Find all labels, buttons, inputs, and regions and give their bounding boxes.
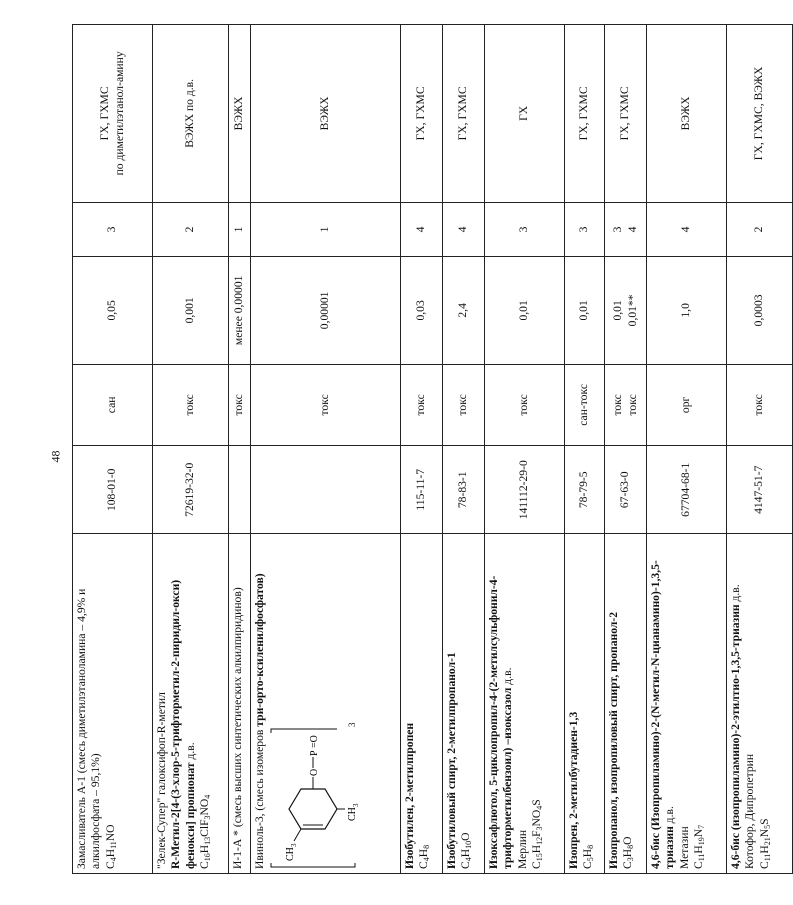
name-text: ClF — [198, 819, 212, 837]
table-row — [647, 25, 727, 874]
benzene-ring — [289, 789, 337, 829]
name-text: 4,6-бис (изопропиламино)-2-этилтио-1,3,5-триазин — [729, 604, 742, 869]
chemical-structure — [267, 719, 359, 869]
hazard-class-cell — [565, 202, 605, 256]
analysis-method-text: ГХ — [517, 105, 531, 121]
cas-number-text: 78-83-1 — [456, 471, 470, 509]
name-text: Метазин — [677, 826, 691, 869]
subscript: 11 — [762, 853, 772, 862]
cas-number-text: 67704-68-1 — [679, 462, 693, 517]
analysis-method-cell — [153, 25, 229, 203]
name-text: Котофор, Дипропетрин — [743, 753, 757, 869]
hazard-class-text: 3 — [577, 226, 591, 233]
name-text: C — [757, 861, 771, 869]
name-text: H — [198, 844, 212, 854]
subscript: 10 — [464, 840, 474, 849]
subscript: 8 — [586, 844, 596, 849]
mac-value-text: 0,00001 — [318, 291, 332, 330]
hazard-indicator-text: токс — [625, 394, 639, 416]
mac-value-cell — [73, 257, 153, 365]
name-text: д.в. — [729, 584, 742, 605]
name-text: Ивиноль-3, (смесь изомеров — [253, 726, 266, 869]
name-text: N — [757, 828, 771, 838]
cas-number-text: 115-11-7 — [414, 468, 428, 511]
table-row — [485, 25, 565, 874]
name-line — [621, 538, 636, 869]
mac-value-text: 0,01 — [517, 300, 531, 321]
analysis-method-text: ГХ, ГХМС — [98, 86, 112, 141]
cas-number-cell — [443, 446, 485, 534]
page-number: 48 — [48, 450, 63, 463]
phosphorus-label: P — [309, 750, 321, 756]
hazard-class-cell — [605, 202, 647, 256]
subscript: 4 — [535, 805, 545, 810]
analysis-method-cell — [647, 25, 727, 203]
name-line — [501, 538, 515, 869]
name-line — [417, 538, 432, 869]
hazard-indicator-text: токс — [611, 394, 625, 416]
subscript: 4 — [464, 857, 474, 862]
cas-number-cell — [727, 446, 793, 534]
name-text: O — [621, 836, 635, 845]
mac-value-text: 0,01 — [611, 300, 625, 321]
name-line — [104, 538, 119, 869]
cas-number-cell — [251, 446, 401, 534]
analysis-method-cell — [565, 25, 605, 203]
name-line — [89, 538, 103, 869]
table-row — [727, 25, 793, 874]
cas-number-cell — [605, 446, 647, 534]
name-text: H — [459, 848, 473, 858]
table-row — [229, 25, 251, 874]
name-line — [445, 538, 459, 869]
cas-number-text: 108-01-0 — [105, 468, 119, 512]
name-text: C — [530, 861, 544, 869]
name-line — [253, 538, 267, 869]
name-text: C — [621, 861, 635, 869]
name-text: C — [103, 861, 117, 869]
hazard-indicator-text: токс — [232, 394, 246, 416]
mac-value-text: 0,03 — [414, 300, 428, 321]
mac-value-cell — [443, 257, 485, 365]
subscript: 16 — [203, 853, 213, 862]
substance-name-cell — [251, 534, 401, 874]
name-text: д.в. — [183, 742, 197, 763]
name-text: S — [757, 818, 771, 825]
name-text: Замасливатель А-1 (смесь диметилэтаноламина – 4,9% и — [75, 588, 88, 869]
hazard-indicator-cell — [443, 364, 485, 446]
name-line — [459, 538, 474, 869]
name-text: C — [459, 861, 473, 869]
mac-value-text: менее 0,00001 — [232, 275, 246, 346]
mac-value-cell — [605, 257, 647, 365]
mac-value-cell — [251, 257, 401, 365]
cas-number-cell — [73, 446, 153, 534]
hazard-class-cell — [229, 202, 251, 256]
table-row — [73, 25, 153, 874]
name-text: д.в. — [663, 806, 677, 827]
bond — [294, 829, 301, 841]
name-text: алкилфосфата – 95,1%) — [89, 753, 103, 869]
name-text: O — [459, 832, 473, 841]
hazard-indicator-cell — [647, 364, 727, 446]
substance-name-cell — [565, 534, 605, 874]
oxygen-label: O — [309, 768, 321, 776]
repeat-count: 3 — [347, 722, 358, 727]
name-text: фенокси] пропионат — [183, 762, 197, 869]
analysis-method-cell — [73, 25, 153, 203]
subscript: 5 — [762, 824, 772, 829]
analysis-method-text: ГХ, ГХМС, ВЭЖХ — [752, 66, 766, 161]
hazard-indicator-cell — [251, 364, 401, 446]
name-line — [155, 538, 169, 869]
hazard-class-cell — [443, 202, 485, 256]
subscript: 13 — [203, 836, 213, 845]
name-line — [567, 538, 581, 869]
mac-value-text: 0,01** — [625, 294, 639, 327]
mac-value-text: 1,0 — [679, 303, 693, 318]
analysis-method-cell — [605, 25, 647, 203]
hazard-indicator-cell — [605, 364, 647, 446]
bracket-right — [271, 729, 337, 733]
subscript: 19 — [697, 837, 707, 846]
name-text: F — [530, 830, 544, 837]
mac-value-text: 0,05 — [105, 300, 119, 321]
name-text: R-Метил-2[4-(3-хлор-5-трифторметил-2-пиридил-окси) — [169, 579, 183, 869]
name-line — [649, 538, 663, 869]
name-text: H — [530, 844, 544, 854]
hazard-class-cell — [727, 202, 793, 256]
analysis-method-text: ВЭЖХ — [679, 96, 693, 131]
hazard-indicator-text: токс — [456, 394, 470, 416]
hazard-class-text: 4 — [414, 226, 428, 233]
subscript: 15 — [535, 853, 545, 862]
subscript: 21 — [762, 837, 772, 846]
hazard-class-text: 1 — [232, 226, 246, 233]
hazard-class-cell — [485, 202, 565, 256]
mac-value-text: 2,4 — [456, 303, 470, 318]
cas-number-cell — [565, 446, 605, 534]
name-text: Изобутилен, 2-метилпропен — [403, 722, 416, 869]
name-text: S — [530, 799, 544, 806]
hazard-class-text: 3 — [105, 226, 119, 233]
name-line — [758, 538, 773, 869]
name-line — [75, 538, 89, 869]
name-line — [743, 538, 757, 869]
name-text: Изоксафлютол, 5-циклопропил-4-(2-метилсульфонил-4- — [487, 575, 500, 869]
cas-number-text: 141112-29-0 — [517, 460, 531, 520]
table-row — [251, 25, 401, 874]
subscript: 12 — [535, 836, 545, 845]
cas-number-cell — [485, 446, 565, 534]
hazard-indicator-cell — [401, 364, 443, 446]
hazard-indicator-text: токс — [414, 394, 428, 416]
hazard-class-text: 4 — [456, 226, 470, 233]
analysis-method-cell — [485, 25, 565, 203]
analysis-method-text: по диметилэтанол-амину — [112, 51, 126, 176]
substance-name-cell — [485, 534, 565, 874]
hazard-indicator-text: токс — [318, 394, 332, 416]
mac-value-cell — [229, 257, 251, 365]
subscript: 11 — [108, 841, 118, 849]
hazard-class-text: 2 — [752, 226, 766, 233]
substance-name-cell — [443, 534, 485, 874]
mac-value-cell — [727, 257, 793, 365]
name-line — [198, 538, 213, 869]
table-row — [153, 25, 229, 874]
hazard-class-cell — [401, 202, 443, 256]
analysis-method-cell — [443, 25, 485, 203]
name-text: Изопропанол, изопропиловый спирт, пропанол-2 — [607, 612, 620, 869]
mac-value-cell — [565, 257, 605, 365]
analysis-method-cell — [727, 25, 793, 203]
cas-number-cell — [647, 446, 727, 534]
hazard-indicator-cell — [485, 364, 565, 446]
hazard-indicator-text: токс — [752, 394, 766, 416]
hazard-indicator-text: токс — [183, 394, 197, 416]
name-text: H — [417, 848, 431, 858]
table-row — [401, 25, 443, 874]
name-line — [663, 538, 677, 869]
cas-number-text: 72619-32-0 — [183, 462, 197, 517]
analysis-method-text: ГХ, ГХМС — [414, 86, 428, 141]
name-text: Мерлин — [515, 829, 529, 869]
cas-number-cell — [229, 446, 251, 534]
name-text: три-орто-ксиленилфосфатов) — [253, 573, 266, 727]
hazard-indicator-cell — [565, 364, 605, 446]
analysis-method-cell — [251, 25, 401, 203]
hazard-indicator-cell — [727, 364, 793, 446]
analysis-method-text: ГХ, ГХМС — [618, 86, 632, 141]
name-line — [607, 538, 621, 869]
bracket-left — [271, 863, 355, 867]
name-line — [692, 538, 707, 869]
hazard-indicator-text: орг — [679, 396, 693, 414]
analysis-method-text: ГХ, ГХМС — [456, 86, 470, 141]
hazard-class-text: 4 — [625, 226, 639, 233]
double-bond-oxygen-label: =O — [309, 735, 321, 748]
name-line — [581, 538, 596, 869]
hazard-indicator-cell — [73, 364, 153, 446]
name-text: трифторметилбензоил) –изоксазол — [501, 687, 515, 869]
analysis-method-text: ВЭЖХ — [232, 96, 246, 131]
cas-number-text: 4147-51-7 — [752, 465, 766, 514]
mac-value-text: 0,01 — [577, 300, 591, 321]
name-text: C — [198, 861, 212, 869]
mac-value-text: 0,001 — [183, 297, 197, 324]
cas-number-cell — [153, 446, 229, 534]
name-text: C — [581, 861, 595, 869]
name-text: И-1-А * (смесь высших синтетических алкилпиридинов) — [231, 587, 244, 869]
table-row — [605, 25, 647, 874]
rotated-table-container — [72, 24, 772, 874]
subscript: 7 — [697, 824, 707, 829]
name-line — [516, 538, 530, 869]
name-line — [678, 538, 692, 869]
subscript: 3 — [352, 803, 361, 807]
table-row — [565, 25, 605, 874]
cas-number-cell — [401, 446, 443, 534]
methyl-label: CH — [347, 807, 359, 821]
name-text: NO — [103, 824, 117, 842]
name-line — [530, 538, 545, 869]
analysis-method-text: ВЭЖХ по д.в. — [183, 78, 197, 148]
name-line — [487, 538, 501, 869]
substance-name-cell — [229, 534, 251, 874]
name-text: Изопрен, 2-метилбутадиен-1,3 — [567, 711, 580, 869]
subscript: 4 — [203, 794, 213, 799]
subscript: 4 — [108, 857, 118, 862]
substance-name-cell — [73, 534, 153, 874]
hazard-class-cell — [73, 202, 153, 256]
hazard-class-cell — [251, 202, 401, 256]
cas-number-text: 78-79-5 — [577, 471, 591, 509]
hazard-indicator-cell — [229, 364, 251, 446]
mac-value-text: 0,0003 — [752, 294, 766, 327]
mac-value-cell — [153, 257, 229, 365]
methyl-label: CH — [285, 847, 297, 861]
hazard-indicator-text: сан — [105, 396, 119, 414]
name-text: триазин — [663, 826, 677, 869]
mac-value-cell — [485, 257, 565, 365]
name-text: д.в. — [501, 667, 515, 688]
subscript: 11 — [697, 853, 707, 862]
name-text: H — [581, 848, 595, 858]
hazard-indicator-text: токс — [517, 394, 531, 416]
name-line — [403, 538, 417, 869]
subscript: 4 — [422, 857, 432, 862]
substance-name-cell — [153, 534, 229, 874]
analysis-method-cell — [401, 25, 443, 203]
name-text: 4,6-бис (Изопропиламино)-2-(N-метил-N-цианамино)-1,3,5- — [649, 560, 662, 869]
substance-name-cell — [727, 534, 793, 874]
substance-table — [72, 24, 793, 874]
name-text: C — [692, 861, 706, 869]
substance-name-cell — [401, 534, 443, 874]
subscript: 5 — [586, 857, 596, 862]
hazard-indicator-cell — [153, 364, 229, 446]
name-text: Изобутиловый спирт, 2-метилпропанол-1 — [445, 652, 458, 869]
name-text: H — [621, 848, 635, 858]
subscript: 8 — [626, 844, 636, 849]
name-line — [231, 538, 245, 869]
name-text: "Зелек-Супер" галоксифоп-R-метил — [155, 692, 168, 869]
name-line — [169, 538, 183, 869]
name-text: H — [692, 845, 706, 854]
subscript: 3 — [535, 826, 545, 831]
hazard-class-cell — [153, 202, 229, 256]
analysis-method-text: ВЭЖХ — [318, 96, 332, 131]
mac-value-cell — [647, 257, 727, 365]
subscript: 3 — [203, 815, 213, 820]
substance-name-cell — [647, 534, 727, 874]
hazard-class-text: 3 — [611, 226, 625, 233]
name-text: H — [757, 845, 771, 854]
name-text: H — [103, 848, 117, 858]
subscript: 8 — [422, 844, 432, 849]
hazard-class-text: 1 — [318, 226, 332, 233]
name-text: N — [692, 828, 706, 838]
subscript: 3 — [626, 857, 636, 862]
cas-number-text: 67-63-0 — [618, 471, 632, 509]
hazard-class-cell — [647, 202, 727, 256]
analysis-method-text: ГХ, ГХМС — [577, 86, 591, 141]
mac-value-cell — [401, 257, 443, 365]
hazard-indicator-text: сан-токс — [577, 384, 591, 426]
subscript: 3 — [290, 843, 299, 847]
name-text: NO — [530, 809, 544, 827]
hazard-class-text: 3 — [517, 226, 531, 233]
name-line — [184, 538, 198, 869]
name-text: NO — [198, 798, 212, 816]
name-line — [729, 538, 743, 869]
analysis-method-cell — [229, 25, 251, 203]
name-text: C — [417, 861, 431, 869]
substance-name-cell — [605, 534, 647, 874]
table-row — [443, 25, 485, 874]
hazard-class-text: 4 — [679, 226, 693, 233]
hazard-class-text: 2 — [183, 226, 197, 233]
